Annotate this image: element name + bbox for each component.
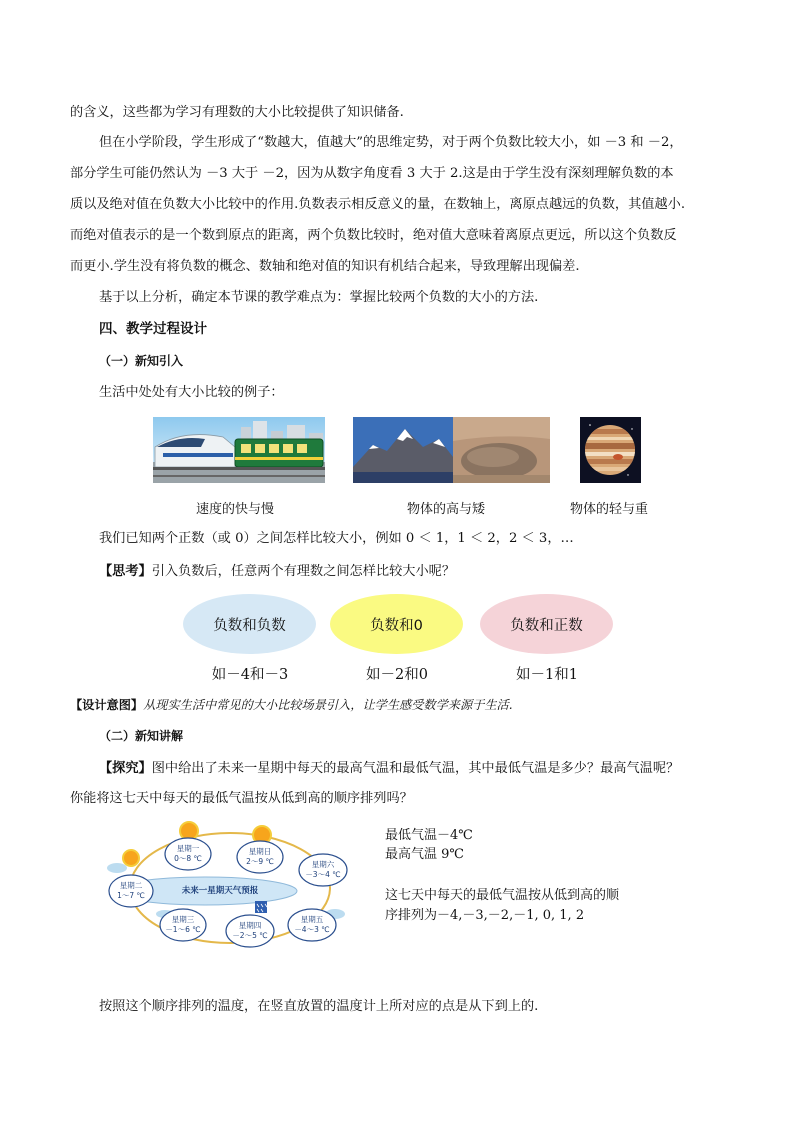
think-tag: 【思考】 [99, 564, 152, 579]
caption-height: 物体的高与矮 [407, 502, 486, 517]
explore-line1 [99, 760, 679, 778]
intent-text: 从现实生活中常见的大小比较场景引入，让学生感受数学来源于生活. [143, 698, 513, 712]
day-wednesday-name: 星期三 [171, 915, 195, 924]
explore-line2: 你能将这七天中每天的最低气温按从低到高的顺序排列吗？ [70, 791, 413, 806]
caption-speed: 速度的快与慢 [196, 502, 275, 517]
para2-line4: 而绝对值表示的是一个数到原点的距离，两个负数比较时，绝对值大意味着离原点更远，所以这个负数反 [70, 228, 677, 243]
final-line: 按照这个顺序排列的温度，在竖直放置的温度计上所对应的点是从下到上的. [99, 999, 539, 1014]
intent-tag: 【设计意图】 [70, 698, 144, 712]
day-sunday-range: 2～9 ℃ [246, 857, 274, 866]
para3: 基于以上分析，确定本节课的教学难点为：掌握比较两个负数的大小的方法. [99, 290, 539, 305]
day-friday-name: 星期五 [300, 915, 324, 924]
para2-line5: 而更小.学生没有将负数的概念、数轴和绝对值的知识有机结合起来，导致理解出现偏差. [70, 259, 580, 274]
category-neg-pos-label: 负数和正数 [510, 617, 583, 634]
para1-line1: 的含义，这些都为学习有理数的大小比较提供了知识储备. [70, 105, 404, 120]
para2-line1: 但在小学阶段，学生形成了“数越大，值越大”的思维定势，对于两个负数比较大小，如 －3 和 －2， [99, 135, 683, 150]
day-monday [168, 844, 208, 864]
answer-order-line1: 这七天中每天的最低气温按从低到高的顺 [385, 888, 620, 903]
explore-tag: 【探究】 [99, 761, 152, 776]
day-sunday [240, 847, 280, 867]
day-saturday-range: －3～4 ℃ [305, 870, 341, 879]
explore-text1: 图中给出了未来一星期中每天的最高气温和最低气温，其中最低气温是多少？最高气温呢？ [151, 761, 680, 776]
day-sunday-name: 星期日 [248, 847, 272, 856]
day-saturday [301, 860, 345, 880]
example-neg-neg: 如－4和－3 [211, 667, 289, 683]
caption-weight: 物体的轻与重 [570, 502, 649, 517]
day-thursday [228, 921, 272, 941]
trains-image [153, 417, 325, 483]
think-text: 引入负数后，任意两个有理数之间怎样比较大小呢？ [151, 564, 456, 579]
weather-forecast-diagram [105, 818, 355, 953]
life-examples: 生活中处处有大小比较的例子： [99, 385, 284, 400]
sub2-title: （二）新知讲解 [99, 729, 184, 743]
positive-compare: 我们已知两个正数（或 0）之间怎样比较大小，例如 0 ＜ 1，1 ＜ 2，2 ＜ 3，… [99, 531, 574, 546]
design-intent [70, 696, 513, 713]
day-thursday-name: 星期四 [238, 921, 262, 930]
think-line [99, 563, 455, 581]
category-neg-neg [183, 594, 316, 654]
example-neg-pos: 如－1和1 [516, 667, 578, 683]
day-wednesday-range: －1～6 ℃ [165, 925, 201, 934]
day-tuesday [111, 881, 151, 901]
category-neg-neg-label: 负数和负数 [213, 617, 286, 634]
day-wednesday [161, 915, 205, 935]
day-tuesday-name: 星期二 [119, 881, 143, 890]
section4-title: 四、教学过程设计 [99, 321, 207, 337]
category-neg-pos [480, 594, 613, 654]
day-friday [290, 915, 334, 935]
day-monday-range: 0～8 ℃ [174, 854, 202, 863]
para2-line2: 部分学生可能仍然认为 －3 大于 －2，因为从数字角度看 3 大于 2.这是由于学生没有深刻理解负数的本 [70, 166, 674, 181]
sub1-title: （一）新知引入 [99, 354, 184, 368]
answer-highest: 最高气温 9℃ [385, 847, 464, 862]
forecast-title: 未来一星期天气预报 [181, 886, 259, 896]
day-monday-name: 星期一 [176, 844, 200, 853]
planet-image [580, 417, 641, 483]
para2-line3: 质以及绝对值在负数大小比较中的作用.负数表示相反意义的量，在数轴上，离原点越远的负数，其值越小. [70, 197, 686, 212]
day-saturday-name: 星期六 [311, 860, 335, 869]
category-neg-zero [330, 594, 463, 654]
example-neg-zero: 如－2和0 [366, 667, 428, 683]
day-thursday-range: －2～5 ℃ [232, 931, 268, 940]
category-neg-zero-label: 负数和0 [370, 617, 423, 634]
answer-order-line2: 序排列为－4,－3,－2,－1, 0, 1, 2 [385, 908, 585, 923]
day-tuesday-range: 1～7 ℃ [117, 891, 145, 900]
answer-lowest: 最低气温－4℃ [385, 828, 473, 843]
day-friday-range: －4～3 ℃ [294, 925, 330, 934]
mountains-image [353, 417, 550, 483]
